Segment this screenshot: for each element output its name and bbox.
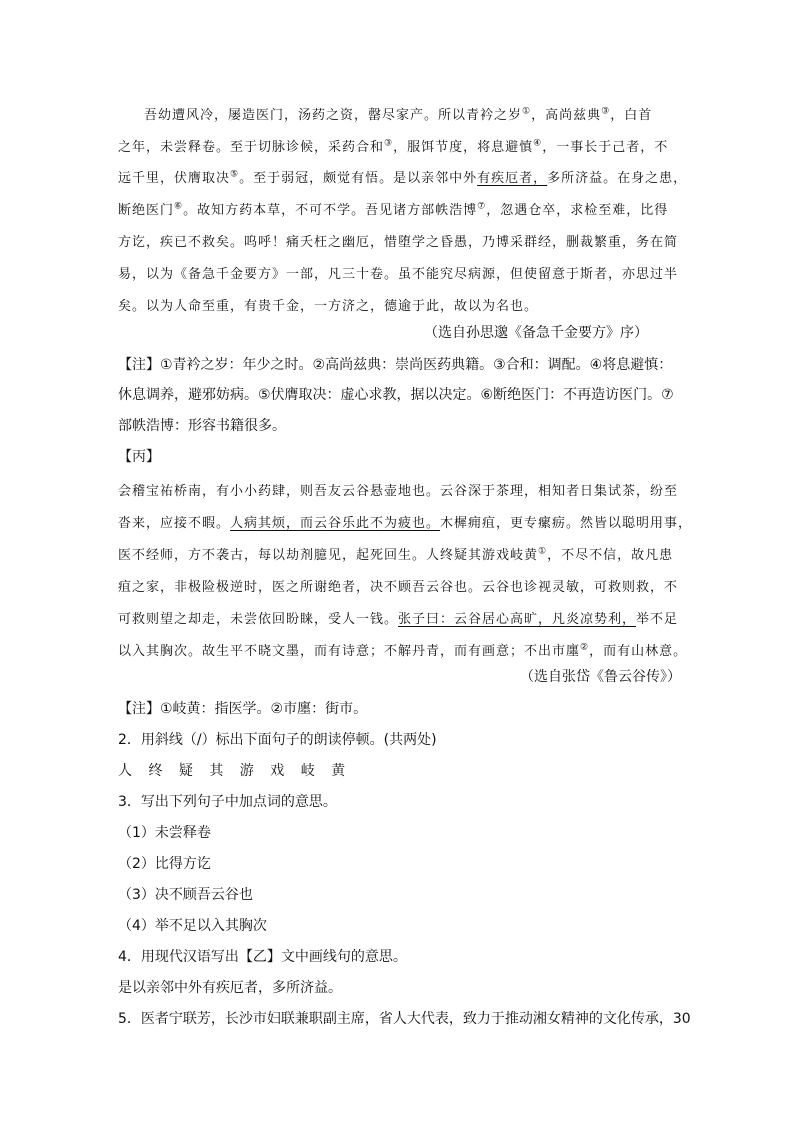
passage-b-line-7: 矣。以为人命至重，有贵千金，一方济之，德逾于此，故以为名也。 (118, 299, 539, 314)
underlined-sentence: 有疾厄者， (477, 171, 548, 186)
passage-b-line-6: 易，以为《备急千金要方》一部，凡三十卷。虽不能究尽病源，但使留意于斯者，亦思过半 (118, 267, 679, 282)
note-c: 【注】①岐黄：指医学。②市廛：街市。 (118, 701, 368, 717)
passage-b-line-3: 远千里，伏膺取决⑤。至于弱冠，颇觉有悟。是以亲邻中外有疾厄者，多所济益。在身之患， (118, 169, 688, 186)
passage-c-line-3: 医不经师，方不袭古，每以劫剂臆见，起死回生。人终疑其游戏岐黄①，不尽不信，故凡患 (118, 546, 674, 563)
underlined-sentence: 人病其烦，而云谷乐此不为疲也。 (230, 516, 441, 531)
passage-c-line-5: 可救则望之却走，未尝依回盼睐，受人一钱。张子曰：云谷居心高旷，凡炎凉势利，举不足 (118, 612, 679, 627)
passage-c-line-6: 以入其胸次。故生平不晓文墨，而有诗意；不解丹青，而有画意；不出市廛②，而有山林意。 (118, 642, 688, 659)
question-5: 5．医者宁联芳，长沙市妇联兼职副主席，省人大代表，致力于推动湘女精神的文化传承，30 (118, 1011, 691, 1027)
question-4-text: 是以亲邻中外有疾厄者，多所济益。 (118, 980, 342, 996)
passage-b-line-1: 吾幼遭风冷，屡造医门，汤药之资，罄尽家产。所以青衿之岁①，高尚兹典③，白首 (144, 106, 653, 123)
question-3-item-2: （2）比得方讫 (118, 856, 211, 872)
passage-c-line-4: 疽之家，非极险极逆时，医之所谢绝者，决不顾吾云谷也。云谷也诊视灵敏，可救则救，不 (118, 580, 679, 595)
question-2-text: 人 终 疑 其 游 戏 岐 黄 (118, 763, 352, 779)
passage-b-line-5: 方讫，疾已不救矣。呜呼！痛夭枉之幽厄，惜堕学之昏愚，乃博采群经，删裁繁重，务在简 (118, 235, 679, 250)
passage-b-line-2: 之年，未尝释卷。至于切脉诊候，采药合和③，服饵节度，将息避慎④，一事长于己者，不 (118, 138, 669, 155)
passage-c-line-1: 会稽宝祐桥南，有小小药肆，则吾友云谷悬壶地也。云谷深于茶理，相知者日集试茶，纷至 (118, 484, 679, 499)
question-3-item-1: （1）未尝释卷 (118, 825, 211, 841)
question-3: 3．写出下列句子中加点词的意思。 (118, 794, 337, 810)
passage-c-source: （选自张岱《鲁云谷传》） (520, 669, 681, 685)
question-3-item-4: （4）举不足以入其胸次 (118, 918, 267, 934)
passage-b-source: （选自孙思邈《备急千金要方》序） (424, 325, 648, 341)
question-2: 2．用斜线（/）标出下面句子的朗读停顿。(共两处) (118, 732, 437, 748)
underlined-sentence: 张子曰：云谷居心高旷，凡炎凉势利， (398, 612, 637, 627)
passage-c-line-2: 沓来，应接不暇。人病其烦，而云谷乐此不为疲也。木樨痈疽，更专瘰疬。然皆以聪明用事， (118, 516, 693, 531)
passage-b-line-4: 断绝医门⑥。故知方药本草，不可不学。吾见诸方部帙浩博⑦，忽遇仓卒，求检至难，比得 (118, 201, 669, 218)
question-3-item-3: （3）决不顾吾云谷也 (118, 887, 253, 903)
question-4: 4．用现代汉语写出【乙】文中画线句的意思。 (118, 949, 407, 965)
note-b-line-1: 【注】①青衿之岁：年少之时。②高尚兹典：崇尚医药典籍。③合和：调配。④将息避慎： (118, 357, 673, 373)
note-b-line-2: 休息调养，避邪妨病。⑤伏膺取决：虚心求教，据以决定。⑥断绝医门：不再造访医门。⑦ (118, 387, 674, 403)
note-b-line-3: 部帙浩博：形容书籍很多。 (118, 418, 286, 434)
passage-c-heading: 【丙】 (118, 449, 160, 465)
